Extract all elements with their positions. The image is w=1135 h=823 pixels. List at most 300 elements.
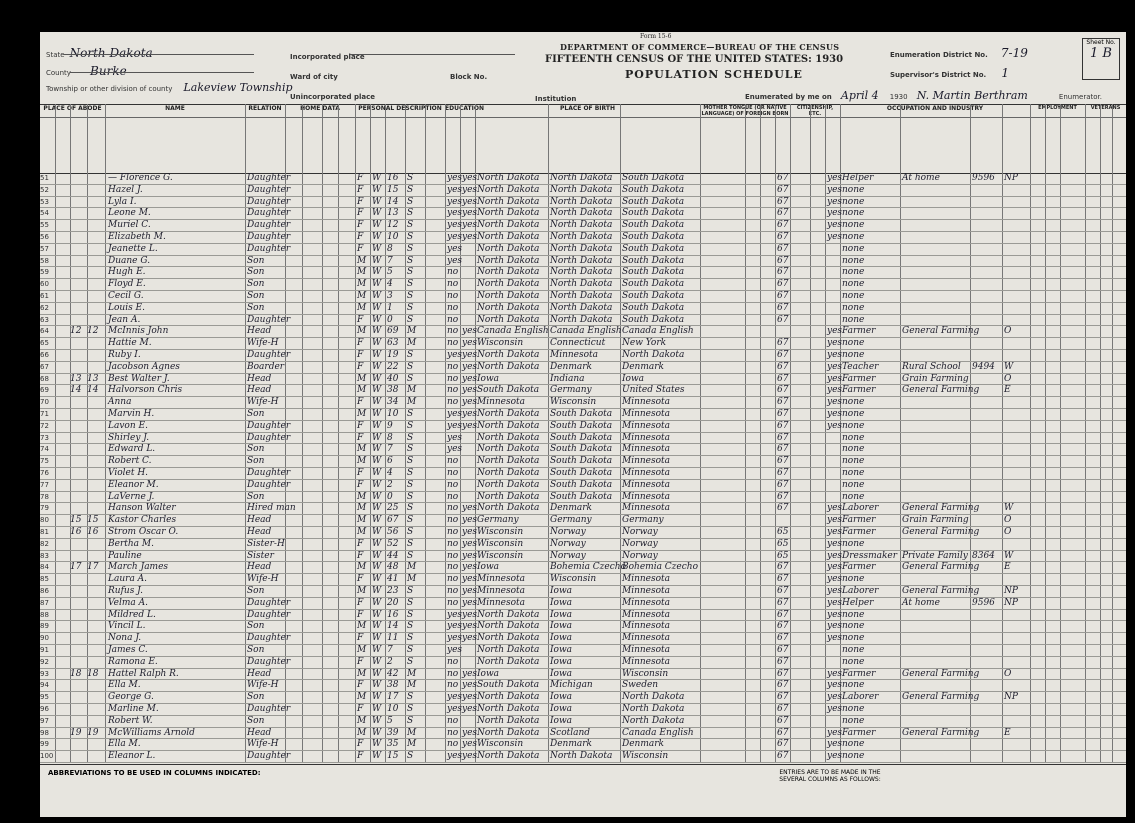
cell-fb: Wisconsin	[550, 574, 597, 585]
cell-rd	[462, 314, 475, 326]
cell-pb: North Dakota	[477, 420, 540, 431]
cell-age: 69	[387, 326, 399, 337]
cell-rel: Daughter	[247, 243, 291, 254]
cell-ind: Grain Farming	[902, 515, 969, 526]
cell-fam	[87, 184, 105, 196]
cell-name: Louis E.	[108, 302, 145, 313]
cell-mb: North Dakota	[622, 715, 685, 726]
cell-code: 65	[777, 527, 789, 537]
cell-line: 61	[40, 292, 49, 300]
cell-pb: Minnesota	[477, 574, 526, 585]
cell-name: Cecil G.	[108, 291, 144, 301]
cell-occ: none	[842, 196, 865, 207]
cell-fb: North Dakota	[550, 220, 613, 231]
cell-occcode	[972, 479, 1002, 491]
cell-name: Halvorson Chris	[108, 385, 183, 396]
cell-name: Robert C.	[108, 456, 152, 467]
cell-pb: North Dakota	[477, 621, 540, 632]
cell-occcode	[972, 349, 1002, 361]
cell-pb: Wisconsin	[477, 538, 524, 549]
cell-eng: yes	[827, 668, 843, 679]
cell-dw	[70, 207, 87, 219]
cell-ms: M	[407, 680, 417, 691]
cell-rd	[462, 255, 475, 267]
cell-age: 10	[387, 409, 399, 419]
cell-ind	[902, 255, 970, 267]
cell-ms: S	[407, 255, 414, 266]
cell-cls: E	[1004, 562, 1011, 573]
cell-occ: none	[842, 621, 865, 632]
cell-occcode	[972, 691, 1002, 703]
cell-pb: North Dakota	[477, 704, 540, 714]
cell-age: 38	[387, 680, 399, 691]
cell-code: 67	[777, 668, 789, 679]
cell-rd: yes	[462, 208, 478, 219]
cell-name: Eleanor M.	[108, 479, 159, 490]
cell-occ: none	[842, 491, 865, 502]
cell-occcode	[972, 290, 1002, 302]
cell-pb: North Dakota	[477, 279, 540, 290]
cell-rd: yes	[462, 373, 478, 384]
cell-color: W	[372, 574, 382, 585]
cell-sex: M	[357, 692, 367, 703]
cell-fam	[87, 172, 105, 184]
incorporated-label: Incorporated place	[290, 53, 365, 61]
cell-name: Violet H.	[108, 468, 149, 478]
cell-occcode	[972, 750, 1002, 762]
cell-name: Ramona E.	[108, 656, 158, 667]
cell-cls	[1004, 455, 1030, 467]
cell-code: 67	[777, 361, 789, 372]
cell-dw	[70, 184, 87, 196]
cell-mb: South Dakota	[622, 220, 685, 231]
cell-mb: Minnesota	[622, 456, 671, 467]
cell-line: 94	[40, 681, 49, 690]
cell-line: 77	[40, 480, 49, 489]
cell-pb: North Dakota	[477, 751, 540, 762]
cell-fb: Michigan	[550, 680, 593, 691]
cell-color: W	[372, 267, 382, 278]
cell-sex: M	[357, 621, 367, 632]
cell-dw	[70, 302, 87, 314]
sd-label: Supervisor's District No.	[890, 71, 987, 79]
cell-fam	[87, 703, 105, 715]
cell-ms: S	[407, 373, 414, 384]
cell-sex: F	[357, 361, 364, 372]
cell-color: W	[372, 385, 382, 396]
cell-occ: none	[842, 680, 865, 691]
cell-fam	[87, 443, 105, 455]
cell-occcode: 9596	[972, 597, 995, 608]
cell-cls	[1004, 609, 1030, 621]
cell-mb: Canada English	[622, 727, 694, 738]
cell-rel: Sister	[247, 550, 274, 561]
cell-rd: yes	[462, 326, 478, 337]
cell-line: 92	[40, 657, 49, 666]
cell-color: W	[372, 468, 382, 478]
cell-cls	[1004, 408, 1030, 420]
cell-code: 67	[777, 173, 789, 183]
cell-rd: yes	[462, 727, 478, 738]
cell-sex: F	[357, 597, 364, 608]
cell-fam	[87, 679, 105, 691]
sheet-label: Sheet No.	[1086, 39, 1116, 46]
cell-rd: yes	[462, 751, 478, 762]
cell-sex: M	[357, 302, 367, 313]
cell-color: W	[372, 409, 382, 419]
cell-occ: none	[842, 633, 865, 644]
cell-sch: yes	[447, 220, 463, 231]
cell-code: 67	[777, 208, 789, 219]
cell-mb: Norway	[622, 527, 658, 537]
cell-name: Marline M.	[108, 704, 159, 714]
cell-sch: yes	[447, 692, 463, 703]
cell-sch: no	[447, 491, 459, 502]
cell-eng: yes	[827, 515, 843, 526]
cell-mb: South Dakota	[622, 314, 685, 325]
county-value: Burke	[90, 64, 127, 78]
cell-fb: Norway	[550, 527, 586, 537]
cell-fb: Germany	[550, 385, 592, 396]
cell-fb: South Dakota	[550, 468, 613, 478]
cell-fb: Iowa	[550, 621, 573, 632]
cell-fb: Bohemia Czecho	[550, 562, 627, 573]
cell-color: W	[372, 633, 382, 644]
cell-fb: Denmark	[550, 503, 592, 514]
cell-rd: yes	[462, 385, 478, 396]
cell-occ: none	[842, 208, 865, 219]
cell-fb: North Dakota	[550, 184, 613, 195]
cell-fam	[87, 432, 105, 444]
cell-fb: South Dakota	[550, 491, 613, 502]
cell-rel: Wife-H	[247, 680, 279, 691]
cell-mb: Minnesota	[622, 468, 671, 478]
cell-ms: M	[407, 562, 417, 573]
cell-color: W	[372, 527, 382, 537]
cell-rel: Son	[247, 267, 265, 278]
cell-ind	[902, 679, 970, 691]
cell-ind	[902, 337, 970, 349]
cell-mb: Iowa	[622, 373, 645, 384]
cell-occ: none	[842, 291, 865, 301]
cell-rd: yes	[462, 409, 478, 419]
cell-rd: yes	[462, 338, 478, 349]
cell-occ: none	[842, 456, 865, 467]
cell-ind	[902, 632, 970, 644]
cell-mb: Minnesota	[622, 491, 671, 502]
cell-eng: yes	[827, 409, 843, 419]
cell-fam	[87, 479, 105, 491]
township-value: Lakeview Township	[183, 81, 293, 94]
cell-ind	[902, 538, 970, 550]
cell-pb: North Dakota	[477, 609, 540, 620]
cell-ms: S	[407, 527, 414, 537]
cell-rel: Wife-H	[247, 574, 279, 585]
cell-color: W	[372, 444, 382, 455]
cell-occ: none	[842, 267, 865, 278]
supervisor-district-field	[890, 62, 1009, 81]
cell-code: 67	[777, 586, 789, 596]
cell-name: Strom Oscar O.	[108, 527, 179, 537]
cell-dw: 13	[70, 373, 82, 384]
cell-fam	[87, 278, 105, 290]
cell-ms: S	[407, 621, 414, 632]
cell-ms: S	[407, 208, 414, 219]
cell-rd	[462, 656, 475, 668]
cell-mb: Minnesota	[622, 409, 671, 419]
cell-name: Mildred L.	[108, 609, 156, 620]
cell-mb: United States	[622, 385, 685, 396]
cell-code: 67	[777, 184, 789, 195]
cell-ms: S	[407, 409, 414, 419]
cell-fb: North Dakota	[550, 196, 613, 207]
group-home: HOME DATA	[285, 105, 355, 118]
cell-sex: M	[357, 715, 367, 726]
cell-fam	[87, 632, 105, 644]
cell-fam: 14	[87, 385, 99, 396]
cell-line: 56	[40, 233, 49, 241]
cell-pb: Minnesota	[477, 397, 526, 408]
cell-cls	[1004, 231, 1030, 243]
cell-cls	[1004, 656, 1030, 668]
cell-fam	[87, 491, 105, 503]
cell-code: 67	[777, 574, 789, 585]
cell-mb: Minnesota	[622, 432, 671, 443]
cell-mb: New York	[622, 338, 667, 349]
cell-pb: North Dakota	[477, 208, 540, 219]
cell-name: Ruby I.	[108, 350, 141, 360]
cell-sex: F	[357, 574, 364, 585]
cell-line: 60	[40, 280, 49, 289]
cell-occ: none	[842, 538, 865, 549]
cell-sch: no	[447, 562, 459, 573]
cell-cls	[1004, 266, 1030, 278]
cell-code: 67	[777, 232, 789, 242]
cell-name: Shirley J.	[108, 432, 150, 443]
cell-ind	[902, 443, 970, 455]
cell-ind	[902, 408, 970, 420]
cell-line: 63	[40, 315, 49, 324]
cell-eng	[827, 443, 840, 455]
cell-eng: yes	[827, 597, 843, 608]
cell-line: 90	[40, 634, 49, 643]
cell-line: 98	[40, 728, 49, 737]
cell-pb: Minnesota	[477, 586, 526, 596]
cell-mb: Minnesota	[622, 621, 671, 632]
cell-ms: S	[407, 184, 414, 195]
cell-sex: F	[357, 232, 364, 242]
cell-name: Anna	[108, 397, 132, 408]
cell-mb: Minnesota	[622, 633, 671, 644]
cell-fam	[87, 219, 105, 231]
cell-dw	[70, 432, 87, 444]
cell-sex: F	[357, 739, 364, 750]
cell-dw	[70, 361, 87, 373]
cell-fam: 12	[87, 326, 99, 337]
cell-sex: F	[357, 243, 364, 254]
enumerator-label: Enumerator.	[1058, 93, 1102, 101]
cell-pb: South Dakota	[477, 385, 540, 396]
cell-sex: F	[357, 173, 364, 183]
cell-occcode	[972, 314, 1002, 326]
cell-sch: no	[447, 314, 459, 325]
cell-line: 68	[40, 374, 49, 383]
cell-age: 16	[387, 173, 399, 183]
cell-pb: North Dakota	[477, 456, 540, 467]
cell-rd: yes	[462, 668, 478, 679]
cell-ms: S	[407, 468, 414, 478]
cell-fam	[87, 314, 105, 326]
cell-color: W	[372, 645, 382, 655]
cell-name: LaVerne J.	[108, 491, 155, 502]
cell-line: 54	[40, 209, 49, 218]
cell-cls	[1004, 573, 1030, 585]
cell-sex: M	[357, 279, 367, 290]
cell-line: 78	[40, 492, 49, 501]
cell-occ: none	[842, 302, 865, 313]
cell-dw	[70, 679, 87, 691]
cell-fam: 16	[87, 527, 99, 537]
cell-fb: South Dakota	[550, 420, 613, 431]
cell-occ: none	[842, 645, 865, 655]
cell-dw: 19	[70, 727, 82, 738]
cell-eng: yes	[827, 503, 843, 514]
cell-age: 16	[387, 609, 399, 620]
cell-line: 95	[40, 693, 49, 702]
cell-fb: South Dakota	[550, 456, 613, 467]
cell-fb: Norway	[550, 550, 586, 561]
cell-cls	[1004, 620, 1030, 632]
cell-cls: NP	[1004, 586, 1018, 596]
cell-sch: yes	[447, 196, 463, 207]
cell-rd: yes	[462, 562, 478, 573]
cell-sch: yes	[447, 173, 463, 183]
cell-mb: North Dakota	[622, 350, 685, 360]
cell-dw	[70, 609, 87, 621]
ed-value: 7-19	[1000, 46, 1028, 60]
cell-ind	[902, 573, 970, 585]
cell-sex: M	[357, 503, 367, 514]
cell-fam: 15	[87, 515, 99, 526]
cell-fam: 18	[87, 668, 99, 679]
cell-color: W	[372, 397, 382, 408]
cell-fb: Iowa	[550, 645, 573, 655]
census-title: FIFTEENTH CENSUS OF THE UNITED STATES: 1930	[545, 54, 844, 65]
cell-dw	[70, 396, 87, 408]
cell-rd	[462, 479, 475, 491]
cell-occ: none	[842, 397, 865, 408]
cell-mb: Minnesota	[622, 656, 671, 667]
cell-pb: North Dakota	[477, 184, 540, 195]
cell-mb: Bohemia Czecho	[622, 562, 699, 573]
cell-cls	[1004, 644, 1030, 656]
block-label: Block No.	[450, 73, 488, 81]
cell-pb: North Dakota	[477, 255, 540, 266]
cell-color: W	[372, 279, 382, 290]
cell-sex: M	[357, 727, 367, 738]
cell-occcode	[972, 644, 1002, 656]
cell-fam	[87, 597, 105, 609]
cell-fb: North Dakota	[550, 751, 613, 762]
cell-ms: S	[407, 503, 414, 514]
cell-sch: yes	[447, 208, 463, 219]
cell-sex: F	[357, 338, 364, 349]
cell-name: Laura A.	[108, 574, 148, 585]
cell-eng: yes	[827, 184, 843, 195]
cell-color: W	[372, 491, 382, 502]
cell-rel: Son	[247, 692, 265, 703]
cell-rel: Son	[247, 586, 265, 596]
cell-code: 67	[777, 255, 789, 266]
cell-pb: Wisconsin	[477, 338, 524, 349]
cell-sch: no	[447, 279, 459, 290]
cell-rd	[462, 290, 475, 302]
cell-ind	[902, 396, 970, 408]
cell-fam	[87, 207, 105, 219]
cell-dw	[70, 420, 87, 432]
cell-code: 67	[777, 302, 789, 313]
cell-occcode: 8364	[972, 550, 995, 561]
cell-occ: none	[842, 243, 865, 254]
cell-fb: Denmark	[550, 361, 592, 372]
cell-mb: Minnesota	[622, 574, 671, 585]
cell-fam	[87, 502, 105, 514]
enumerator-name: N. Martin Berthram	[916, 89, 1028, 102]
cell-name: Kastor Charles	[108, 515, 177, 526]
cell-rel: Head	[247, 727, 272, 738]
cell-sch: no	[447, 267, 459, 278]
cell-age: 40	[387, 373, 399, 384]
cell-pb: Wisconsin	[477, 739, 524, 750]
cell-color: W	[372, 196, 382, 207]
cell-rel: Son	[247, 291, 265, 301]
cell-ind	[902, 644, 970, 656]
cell-pb: North Dakota	[477, 645, 540, 655]
cell-ind	[902, 302, 970, 314]
department-title: DEPARTMENT OF COMMERCE—BUREAU OF THE CENSUS	[560, 42, 840, 52]
cell-rd: yes	[462, 420, 478, 431]
cell-age: 11	[387, 633, 399, 644]
cell-eng	[827, 467, 840, 479]
cell-fb: North Dakota	[550, 208, 613, 219]
cell-code: 65	[777, 538, 789, 549]
cell-sex: M	[357, 586, 367, 596]
cell-fam	[87, 349, 105, 361]
cell-name: Elizabeth M.	[108, 232, 166, 242]
cell-occcode	[972, 408, 1002, 420]
cell-rel: Daughter	[247, 597, 291, 608]
cell-mb: North Dakota	[622, 692, 685, 703]
cell-cls: W	[1004, 503, 1014, 514]
cell-code: 67	[777, 291, 789, 301]
cell-cls: E	[1004, 385, 1011, 396]
cell-rel: Son	[247, 645, 265, 655]
cell-code: 67	[777, 385, 789, 396]
fine-print-1	[210, 771, 280, 811]
cell-pb: North Dakota	[477, 479, 540, 490]
cell-fb: Norway	[550, 538, 586, 549]
cell-ind: General Farming	[902, 727, 980, 738]
cell-pb: North Dakota	[477, 432, 540, 443]
entries-title: ENTRIES ARE TO BE MADE IN THE SEVERAL COLUMNS AS FOLLOWS:	[779, 769, 881, 783]
cell-occcode	[972, 373, 1002, 385]
cell-code: 67	[777, 196, 789, 207]
cell-rel: Hired man	[247, 503, 296, 514]
cell-sch: no	[447, 361, 459, 372]
cell-eng: yes	[827, 609, 843, 620]
cell-sch: no	[447, 385, 459, 396]
cell-eng: yes	[827, 420, 843, 431]
